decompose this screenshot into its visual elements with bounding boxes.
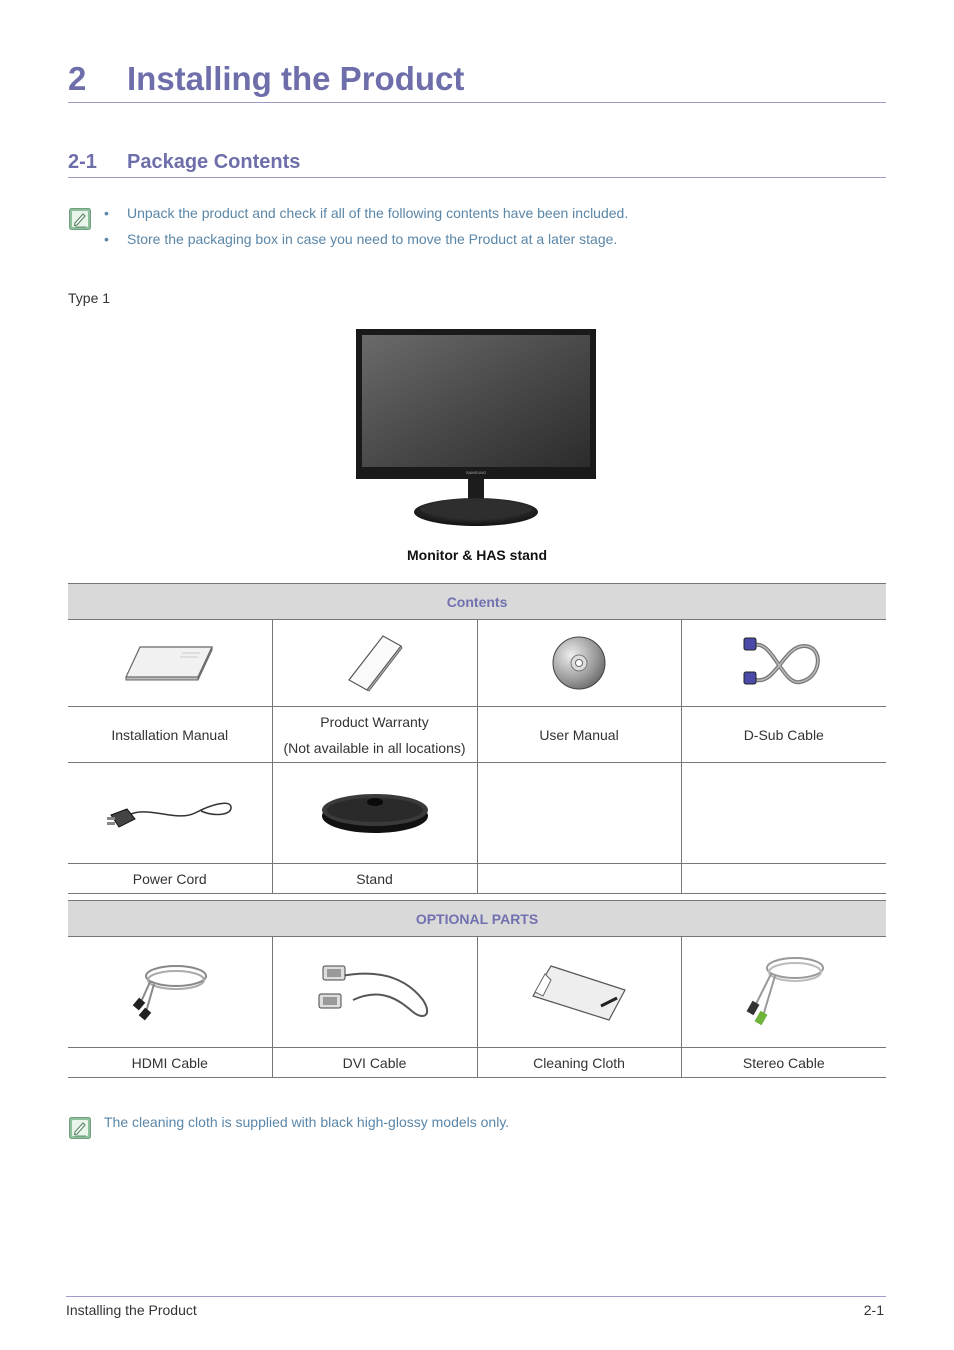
warranty-booklet-icon [345, 634, 405, 692]
monitor-caption: Monitor & HAS stand [407, 547, 547, 563]
item-product-warranty: Product Warranty (Not available in all locations) [272, 707, 477, 763]
note-item: • Store the packaging box in case you need to move the Product at a later stage. [104, 231, 618, 247]
cleaning-cloth-note: The cleaning cloth is supplied with black high-glossy models only. [104, 1114, 510, 1130]
bullet: • [104, 205, 109, 221]
section-title [68, 150, 886, 178]
item-stand: Stand [272, 864, 477, 894]
note-pencil-icon [69, 1117, 91, 1139]
item-dsub-cable: D-Sub Cable [681, 707, 886, 763]
dsub-cable-icon [742, 636, 826, 690]
optional-parts-header: OPTIONAL PARTS [68, 901, 886, 937]
item-power-cord: Power Cord [68, 864, 272, 894]
brand-logo: SAMSUNG [465, 470, 487, 475]
item-cleaning-cloth: Cleaning Cloth [477, 1048, 681, 1078]
item-stereo-cable: Stereo Cable [681, 1048, 886, 1078]
chapter-title-text: Installing the Product [127, 60, 465, 97]
contents-table [68, 583, 886, 894]
section-title-text: Package Contents [127, 151, 301, 173]
item-installation-manual: Installation Manual [68, 707, 272, 763]
stereo-cable-icon [741, 954, 827, 1030]
monitor-image [355, 328, 597, 530]
page-footer [66, 1296, 886, 1322]
contents-header: Contents [68, 584, 886, 620]
note-pencil-icon [69, 208, 91, 230]
stand-icon [320, 790, 430, 836]
item-dvi-cable: DVI Cable [272, 1048, 477, 1078]
note-item: • Unpack the product and check if all of the following contents have been included. [104, 205, 629, 221]
hdmi-cable-icon [130, 960, 210, 1024]
optional-parts-table [68, 900, 886, 1078]
footer-chapter: Installing the Product [66, 1302, 197, 1318]
cleaning-cloth-icon [531, 962, 627, 1022]
power-cord-icon [105, 793, 235, 833]
cd-icon [551, 635, 607, 691]
section-number: 2-1 [68, 151, 97, 173]
chapter-number: 2 [68, 60, 87, 97]
notes-list [104, 205, 628, 257]
chapter-title [68, 58, 886, 103]
page-number: 2-1 [863, 1302, 884, 1318]
type-label: Type 1 [68, 290, 111, 306]
dvi-cable-icon [313, 960, 437, 1024]
installation-manual-icon [124, 643, 216, 683]
item-hdmi-cable: HDMI Cable [68, 1048, 272, 1078]
bullet: • [104, 231, 109, 247]
item-user-manual: User Manual [477, 707, 681, 763]
